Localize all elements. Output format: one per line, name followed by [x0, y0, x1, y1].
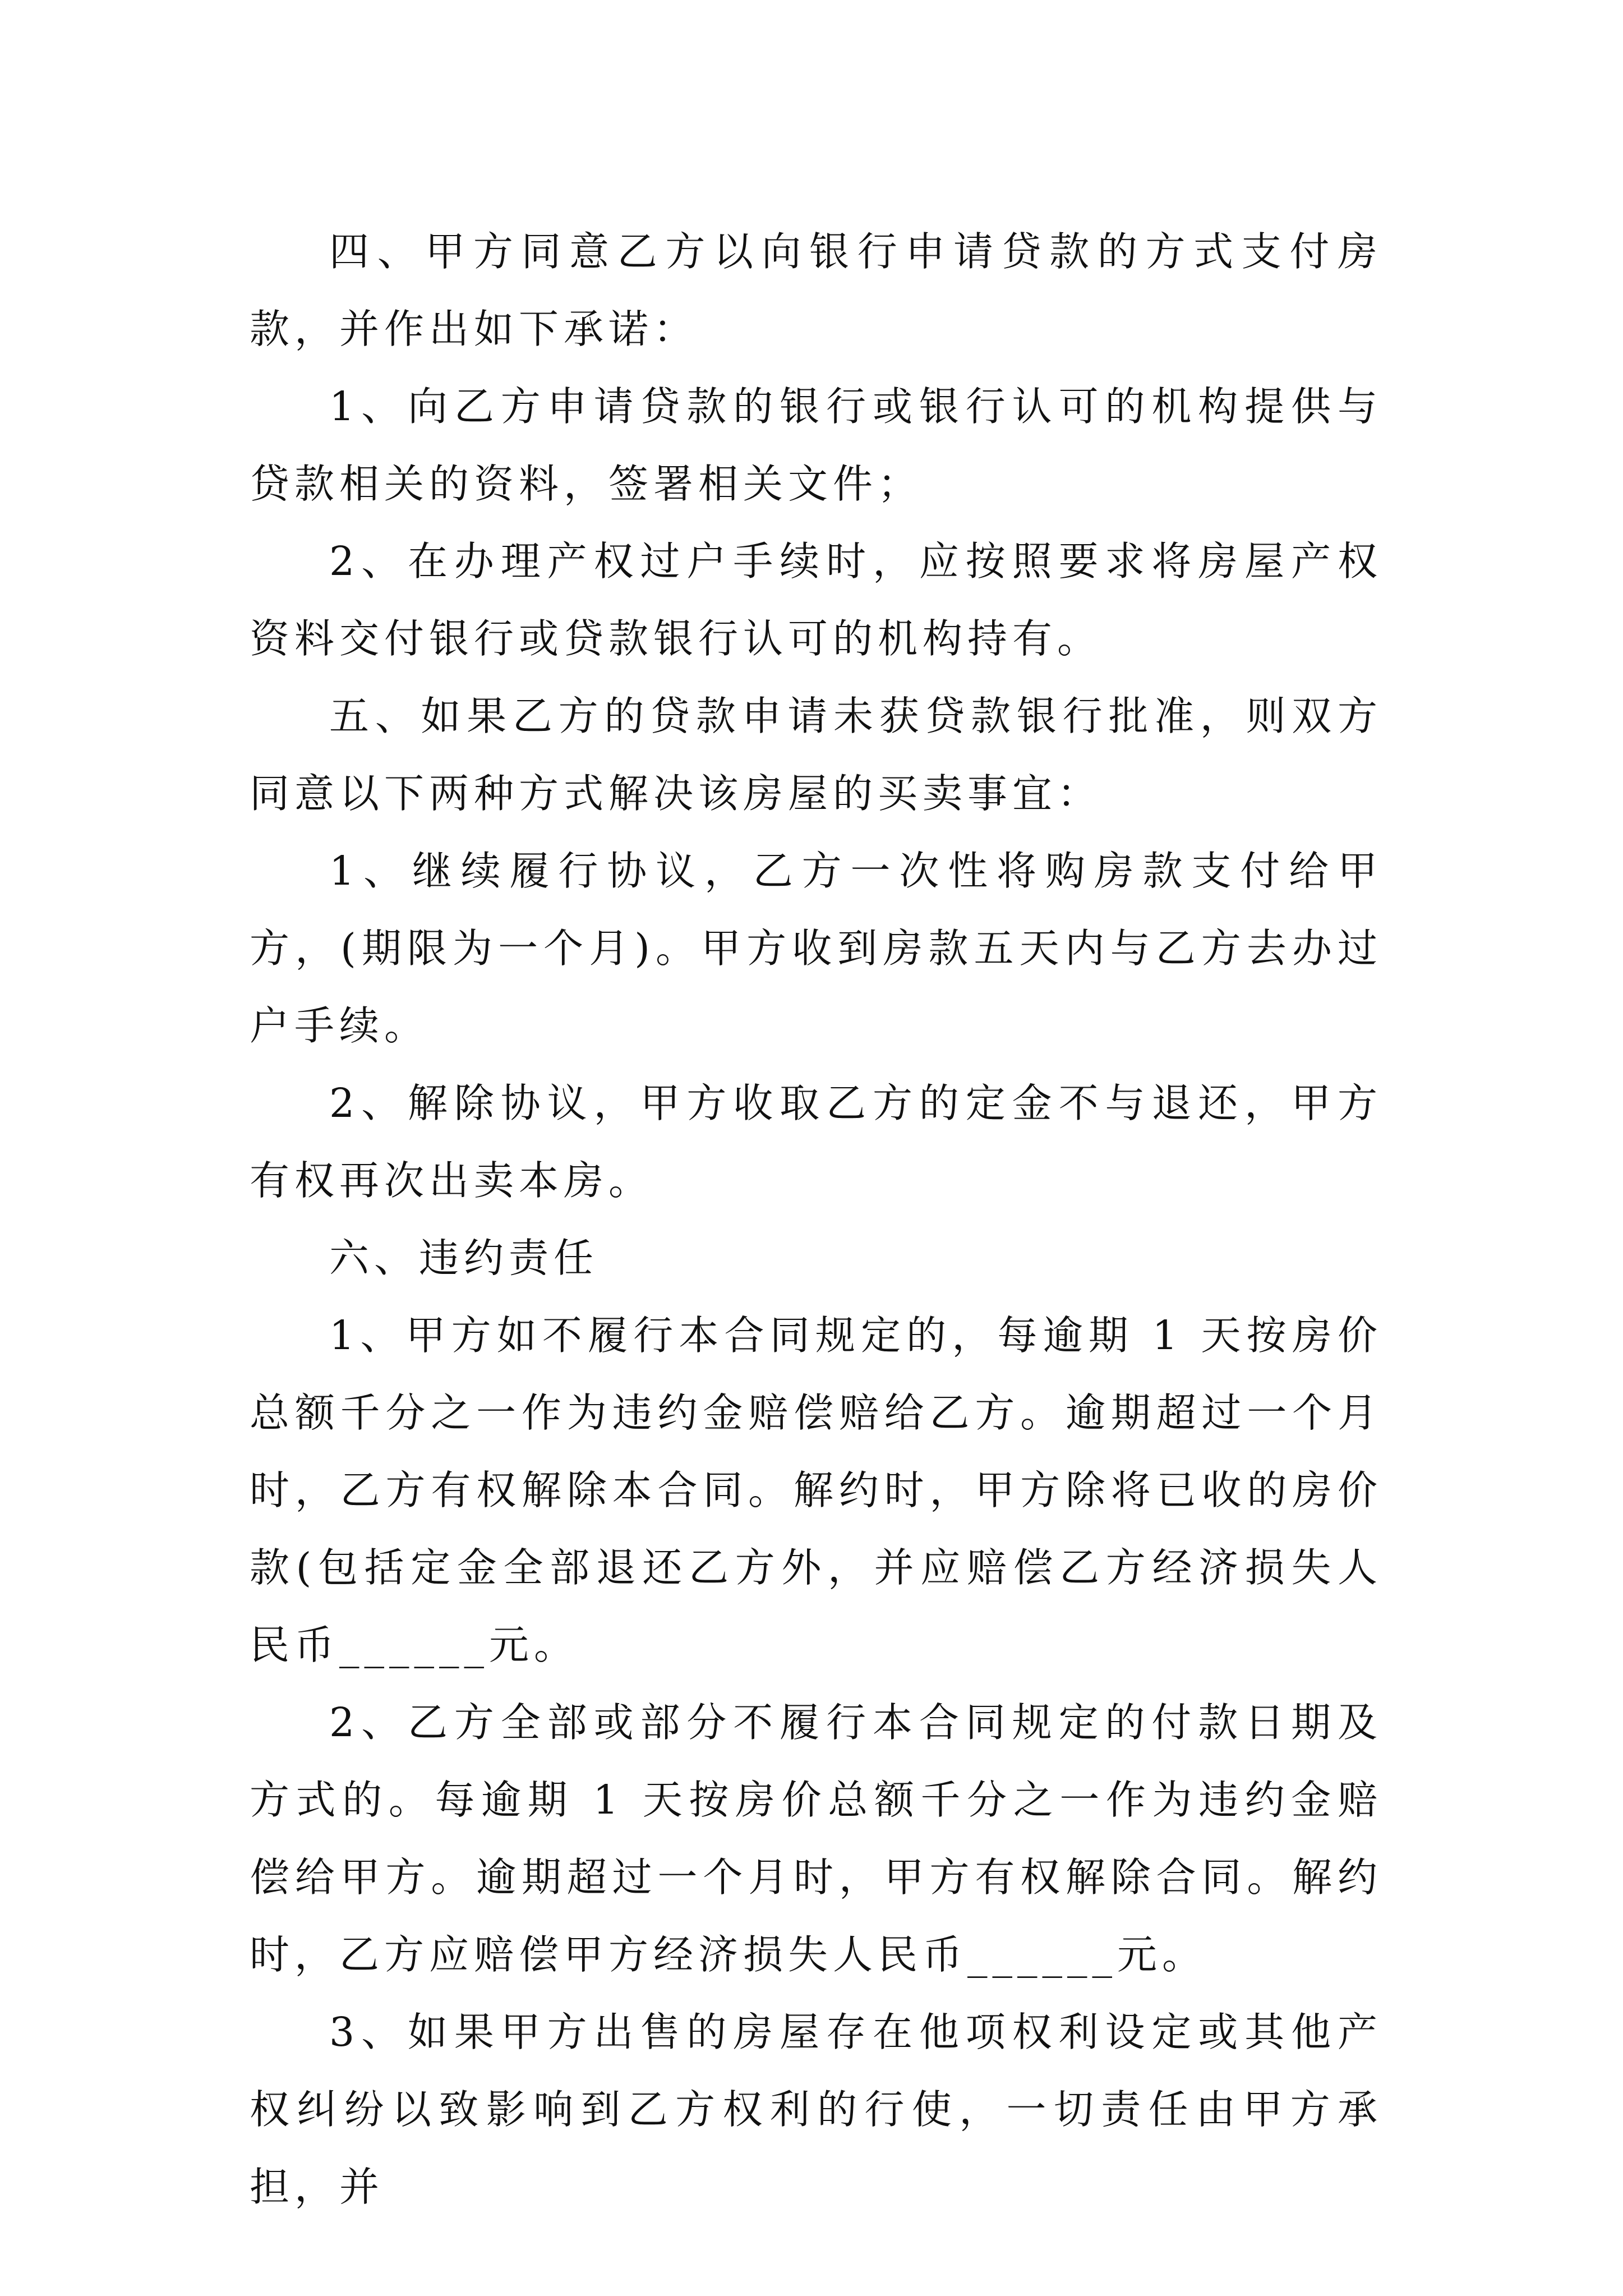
document-page	[250, 213, 1382, 2226]
paragraph-clause-4-item-2: 2、在办理产权过户手续时，应按照要求将房屋产权资料交付银行或贷款银行认可的机构持有。	[250, 538, 1382, 662]
paragraph-clause-5-item-2: 2、解除协议，甲方收取乙方的定金不与退还，甲方有权再次出卖本房。	[250, 1080, 1382, 1204]
paragraph-clause-6-item-1: 1、甲方如不履行本合同规定的，每逾期 1 天按房价总额千分之一作为违约金赔偿赔给乙方。逾期超过一个月时，乙方有权解除本合同。解约时，甲方除将已收的房价款(包括定金全部退还乙方外，并应赔偿乙方经济损失人民币______元。	[250, 1312, 1382, 1668]
paragraph-clause-6-item-2: 2、乙方全部或部分不履行本合同规定的付款日期及方式的。每逾期 1 天按房价总额千分之一作为违约金赔偿给甲方。逾期超过一个月时，甲方有权解除合同。解约时，乙方应赔偿甲方经济损失人民币______元。	[250, 1699, 1382, 1978]
paragraph-clause-6-item-3: 3、如果甲方出售的房屋存在他项权利设定或其他产权纠纷以致影响到乙方权利的行使，一切责任由甲方承担，并	[250, 2009, 1382, 2210]
paragraph-clause-4: 四、甲方同意乙方以向银行申请贷款的方式支付房款，并作出如下承诺：	[250, 228, 1382, 352]
paragraph-clause-6-heading: 六、违约责任	[329, 1235, 599, 1281]
paragraph-clause-5: 五、如果乙方的贷款申请未获贷款银行批准，则双方同意以下两种方式解决该房屋的买卖事宜：	[250, 693, 1382, 817]
paragraph-clause-5-item-1: 1、继续履行协议，乙方一次性将购房款支付给甲方，(期限为一个月)。甲方收到房款五天内与乙方去办过户手续。	[250, 848, 1382, 1049]
paragraph-clause-4-item-1: 1、向乙方申请贷款的银行或银行认可的机构提供与贷款相关的资料，签署相关文件；	[250, 383, 1382, 507]
